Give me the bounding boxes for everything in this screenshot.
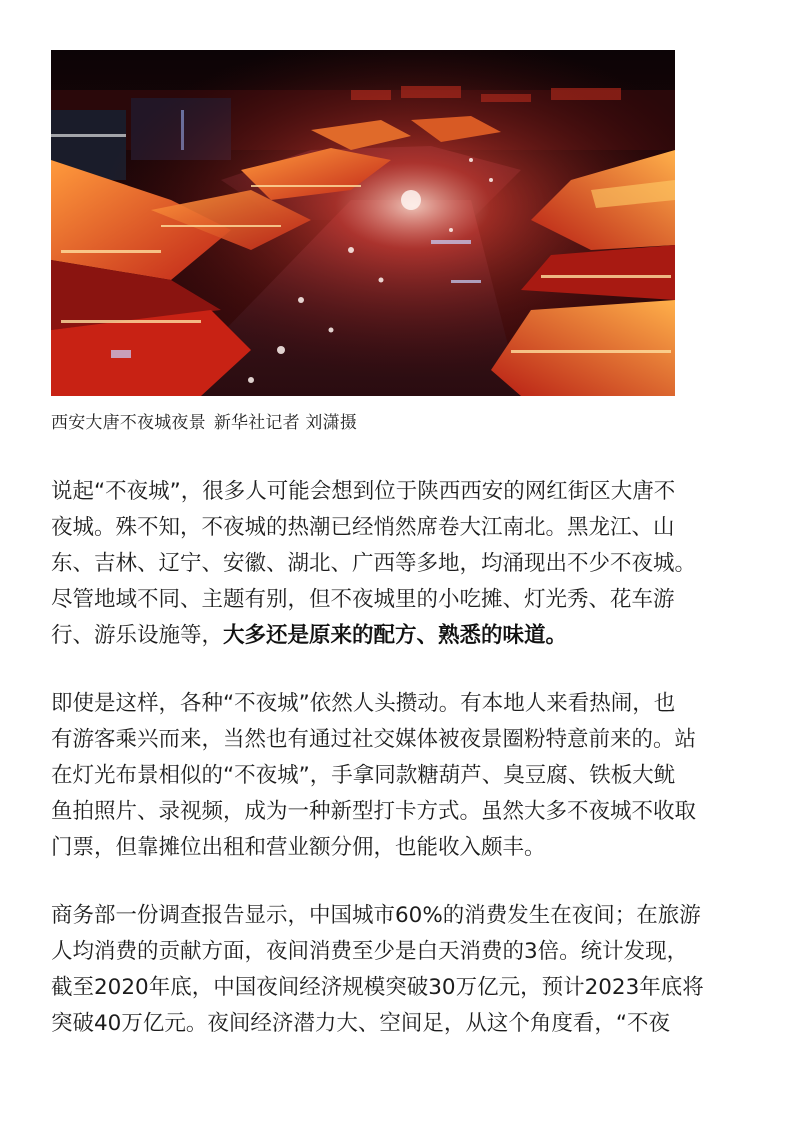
paragraph-2-line-2: 有游客乘兴而来，当然也有通过社交媒体被夜景圈粉特意前来的。站	[51, 727, 697, 752]
night-scene-photo	[51, 50, 675, 396]
paragraph-1-line-4: 尽管地域不同、主题有别，但不夜城里的小吃摊、灯光秀、花车游	[51, 587, 675, 612]
paragraph-1-line-1: 说起“不夜城”，很多人可能会想到位于陕西西安的网红街区大唐不	[51, 479, 676, 504]
caption-credit: 新华社记者 刘潇摄	[213, 413, 358, 433]
photo-illustration	[51, 50, 675, 396]
paragraph-2-line-1: 即使是这样，各种“不夜城”依然人头攒动。有本地人来看热闹，也	[51, 691, 676, 716]
paragraph-2	[51, 686, 756, 866]
paragraph-3-line-4: 突破40万亿元。夜间经济潜力大、空间足，从这个角度看，“不夜	[51, 1011, 670, 1036]
paragraph-2-line-5: 门票，但靠摊位出租和营业额分佣，也能收入颇丰。	[51, 835, 546, 860]
paragraph-1-emphasis: 大多还是原来的配方、熟悉的味道。	[223, 623, 568, 648]
paragraph-2-line-3: 在灯光布景相似的“不夜城”，手拿同款糖葫芦、臭豆腐、铁板大鱿	[51, 763, 676, 788]
paragraph-1-line-3: 东、吉林、辽宁、安徽、湖北、广西等多地，均涌现出不少不夜城。	[51, 551, 697, 576]
paragraph-1	[51, 474, 756, 654]
paragraph-3-line-1: 商务部一份调查报告显示，中国城市60%的消费发生在夜间；在旅游	[51, 903, 701, 928]
paragraph-3-line-2: 人均消费的贡献方面，夜间消费至少是白天消费的3倍。统计发现，	[51, 939, 689, 964]
paragraph-1-line-2: 夜城。殊不知，不夜城的热潮已经悄然席卷大江南北。黑龙江、山	[51, 515, 675, 540]
article-body	[51, 474, 756, 1074]
paragraph-3-line-3: 截至2020年底，中国夜间经济规模突破30万亿元，预计2023年底将	[51, 975, 704, 1000]
photo-caption	[51, 410, 751, 436]
paragraph-1-line-5-text: 行、游乐设施等，	[51, 623, 224, 648]
caption-title: 西安大唐不夜城夜景	[51, 413, 206, 433]
paragraph-2-line-4: 鱼拍照片、录视频，成为一种新型打卡方式。虽然大多不夜城不收取	[51, 799, 697, 824]
paragraph-3	[51, 898, 756, 1042]
paragraph-1-line-5	[51, 618, 756, 654]
